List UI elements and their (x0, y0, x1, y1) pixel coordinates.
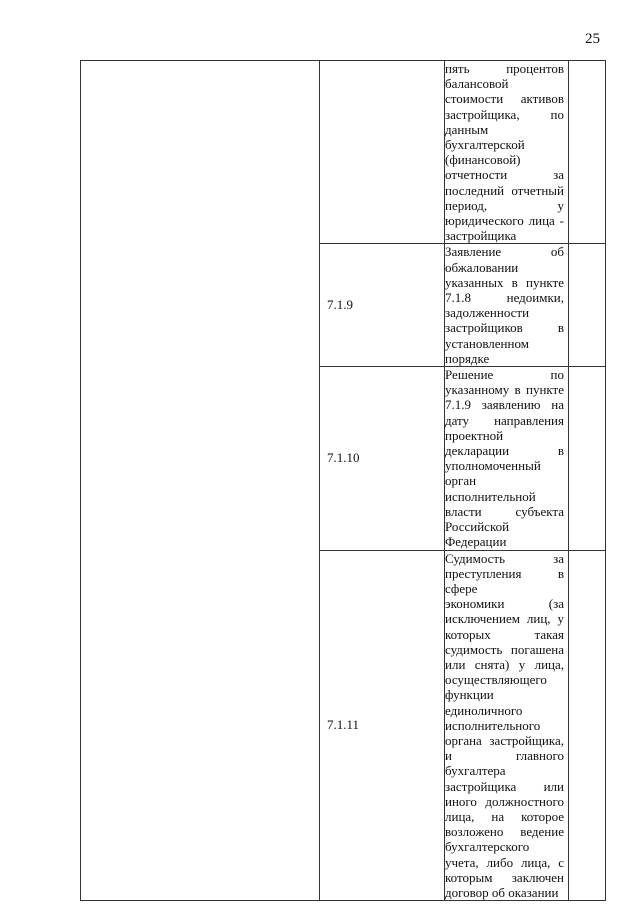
item-number: 7.1.10 (320, 367, 445, 550)
item-text-content (445, 551, 568, 901)
text-line: единоличного (445, 702, 523, 718)
text-line: пять процентов (445, 61, 564, 76)
text-line: (финансовой) (445, 152, 521, 168)
text-line: исключением лиц, у (445, 611, 564, 627)
text-line: осуществляющего (445, 672, 547, 688)
text-line: 7.1.8 недоимки, (445, 290, 564, 306)
text-line: обжаловании (445, 259, 519, 275)
text-line: исполнительной (445, 488, 536, 504)
text-line: бухгалтерской (445, 137, 525, 153)
text-line: застройщиков в (445, 320, 564, 336)
text-line: органа застройщика, (445, 732, 564, 748)
text-line: которым заключен (445, 869, 564, 885)
text-line: Заявление об (445, 244, 564, 260)
text-line: возложено ведение (445, 824, 564, 840)
text-line: и главного (445, 748, 564, 764)
text-line: орган (445, 473, 477, 489)
text-line: проектной (445, 427, 504, 443)
table-row (81, 61, 606, 244)
text-line: судимость погашена (445, 641, 564, 657)
text-line: преступления в сфере (445, 565, 564, 596)
text-line: стоимости активов (445, 91, 564, 107)
text-line: задолженности (445, 305, 530, 321)
text-line: юридического лица - (445, 213, 564, 229)
text-line: Российской (445, 519, 510, 535)
item-text (445, 367, 569, 550)
text-line: застройщика (445, 228, 517, 244)
text-line: отчетности за (445, 167, 564, 183)
text-line: указанному в пункте (445, 382, 564, 398)
text-line: 7.1.9 заявлению на (445, 397, 564, 413)
text-line: застройщика или (445, 778, 564, 794)
text-line: период, у (445, 197, 564, 213)
text-line: Судимость за (445, 550, 564, 566)
text-line: уполномоченный (445, 458, 541, 474)
text-line: указанных в пункте (445, 274, 564, 290)
text-line: дату направления (445, 412, 564, 428)
requirements-table (80, 60, 606, 901)
item-number: 7.1.9 (320, 244, 445, 367)
text-line: данным (445, 121, 489, 137)
item-text-content (445, 61, 568, 243)
text-line: балансовой (445, 76, 509, 92)
item-number (320, 61, 445, 244)
text-line: которых такая (445, 626, 564, 642)
item-text-content (445, 367, 568, 549)
page-number: 25 (585, 31, 600, 47)
empty-left-cell (81, 61, 320, 901)
item-text (445, 61, 569, 244)
text-line: бухгалтера (445, 763, 506, 779)
text-line: Федерации (445, 534, 507, 550)
text-line: функции (445, 687, 494, 703)
text-line: власти субъекта (445, 503, 564, 519)
text-line: бухгалтерского (445, 839, 530, 855)
text-line: исполнительного (445, 717, 541, 733)
empty-right-cell (569, 550, 606, 901)
empty-right-cell (569, 367, 606, 550)
item-text (445, 244, 569, 367)
text-line: декларации в (445, 443, 564, 459)
text-line: порядке (445, 350, 490, 366)
text-line: установленном (445, 335, 529, 351)
text-line: учета, либо лица, с (445, 854, 564, 870)
empty-right-cell (569, 244, 606, 367)
empty-right-cell (569, 61, 606, 244)
text-line: договор об оказании (445, 884, 559, 900)
text-line: застройщика, по (445, 106, 564, 122)
item-number: 7.1.11 (320, 550, 445, 901)
text-line: Решение по (445, 367, 564, 383)
text-line: последний отчетный (445, 182, 564, 198)
item-text (445, 550, 569, 901)
text-line: иного должностного (445, 793, 564, 809)
item-text-content (445, 244, 568, 366)
text-line: или снята) у лица, (445, 656, 564, 672)
text-line: лица, на которое (445, 808, 564, 824)
text-line: экономики (за (445, 596, 564, 612)
